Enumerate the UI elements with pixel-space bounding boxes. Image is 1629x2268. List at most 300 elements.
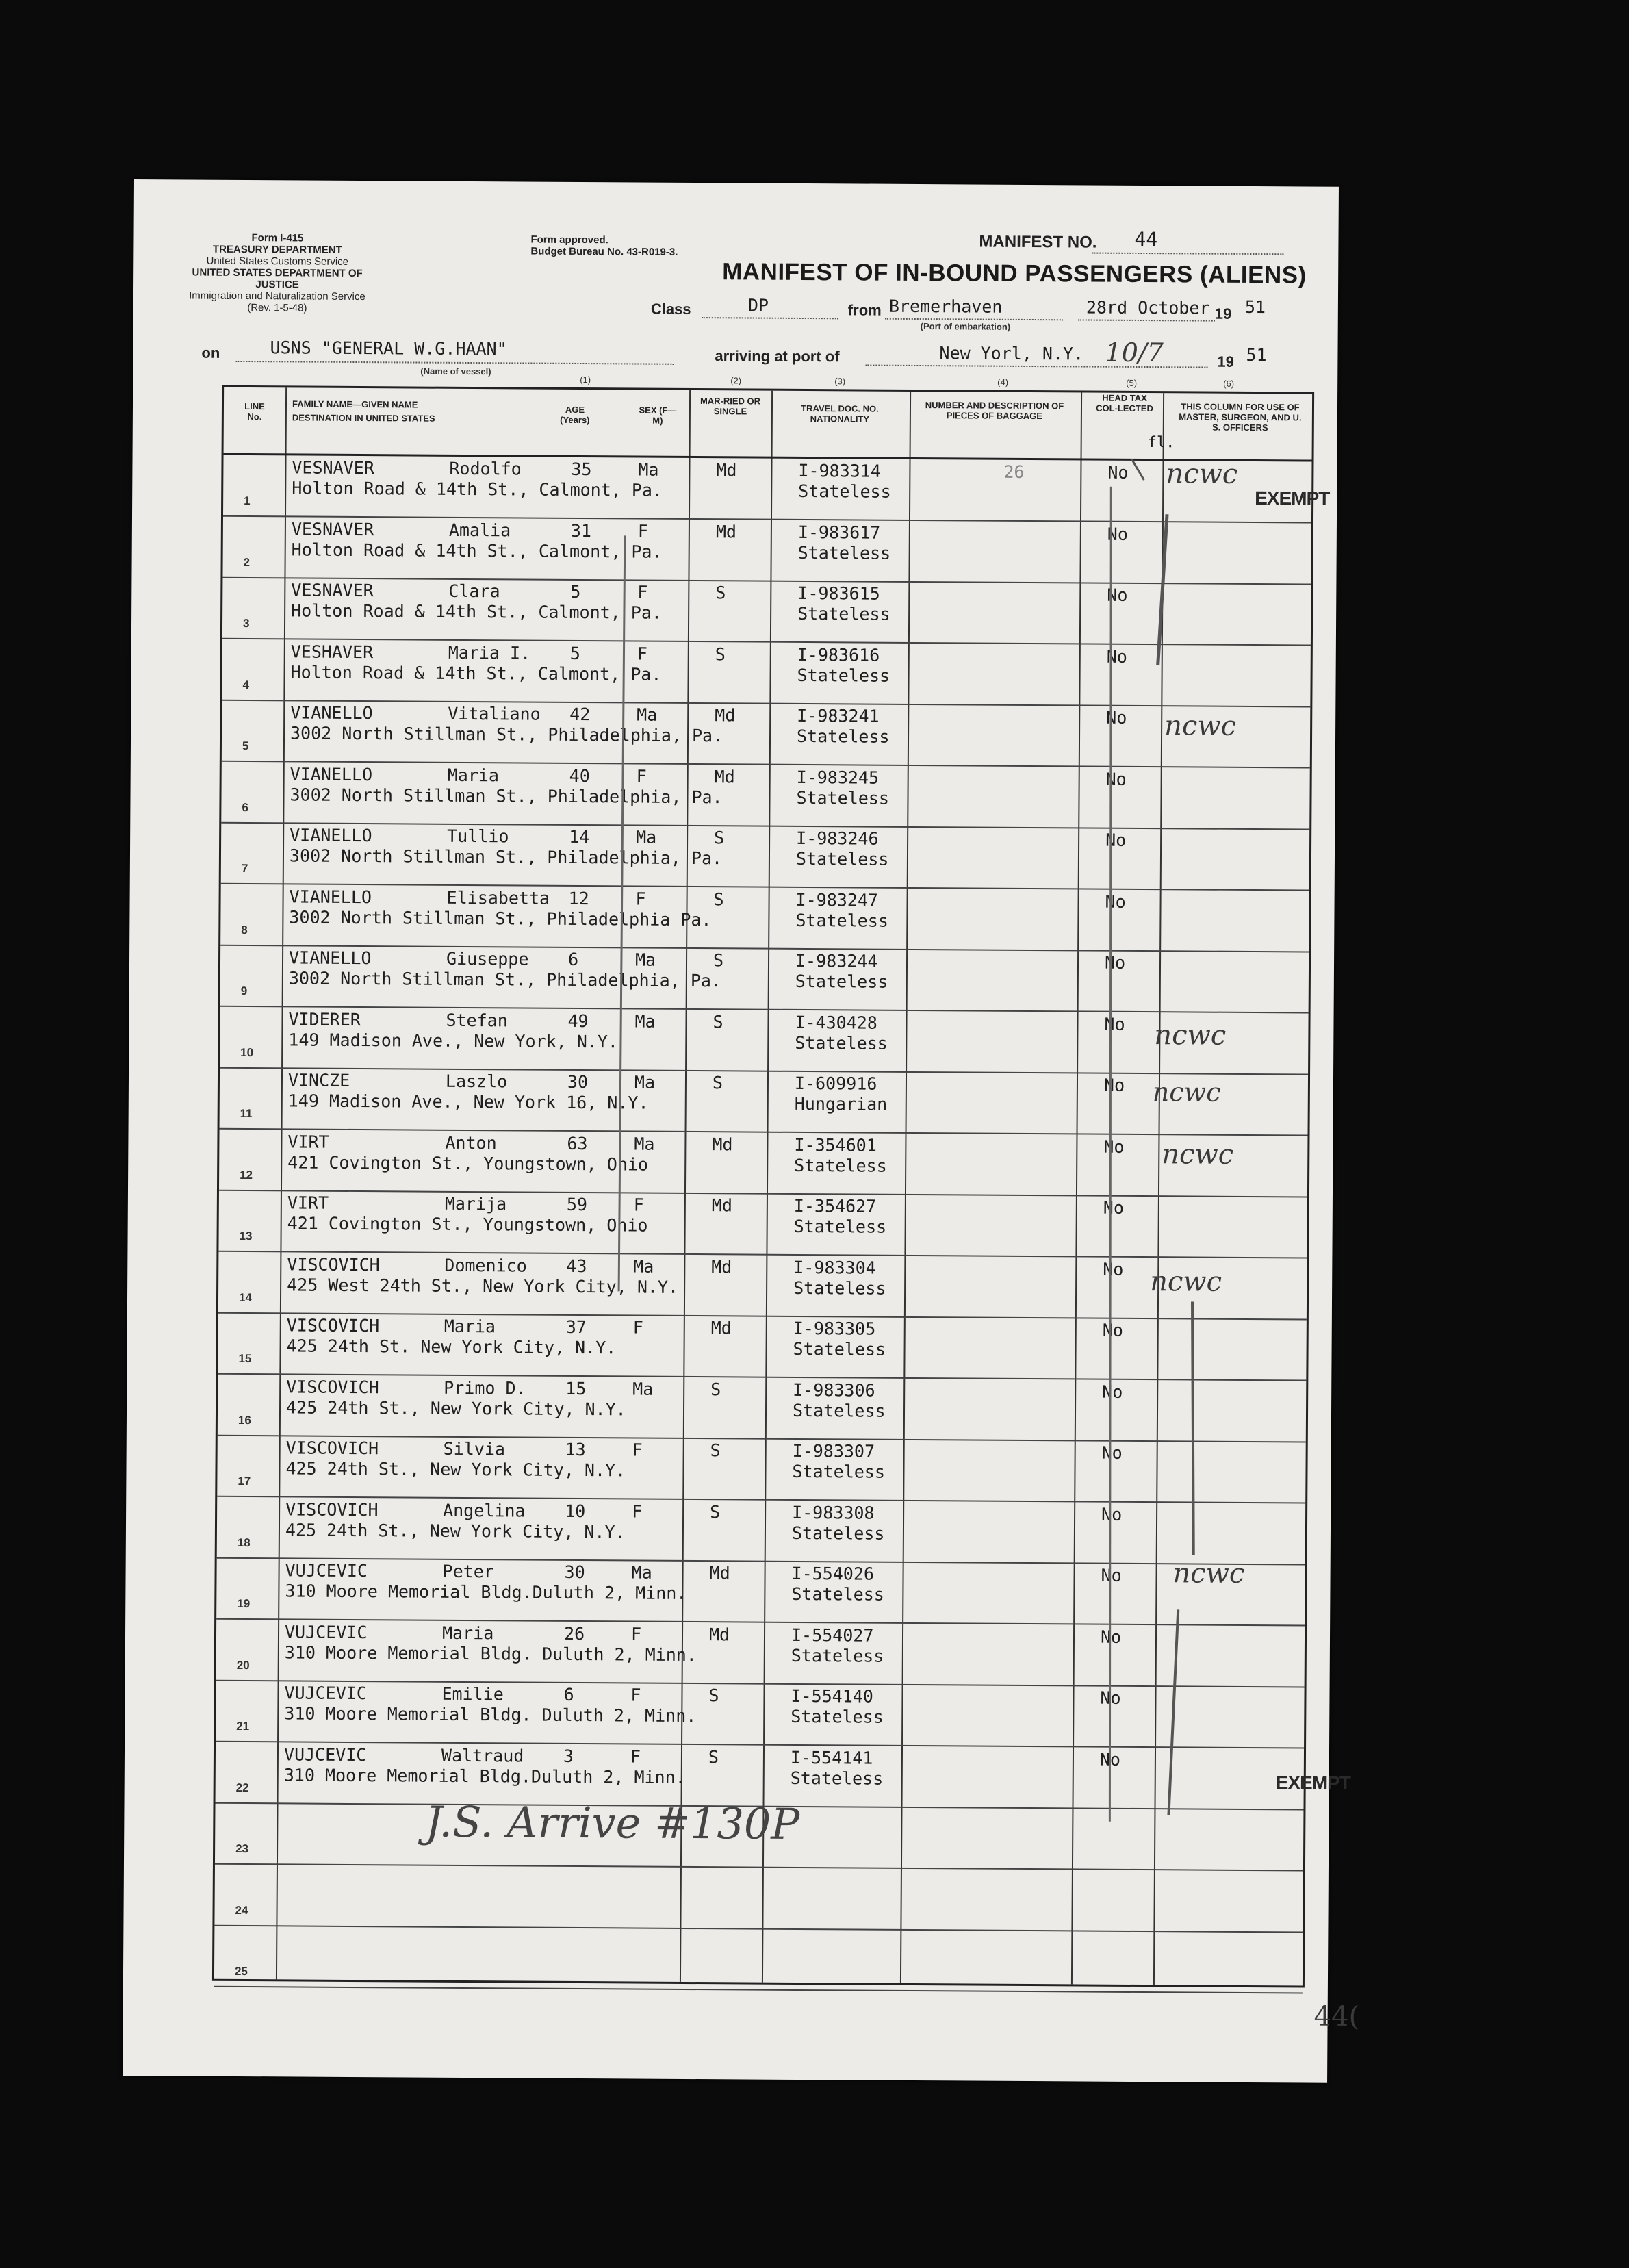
nationality: Hungarian bbox=[794, 1093, 888, 1114]
travel-doc-no: I-983241 bbox=[797, 705, 880, 726]
given-name: Clara bbox=[448, 581, 500, 602]
travel-doc-no: I-983307 bbox=[792, 1440, 875, 1462]
sex: Ma bbox=[637, 704, 658, 725]
table-row bbox=[216, 1618, 1305, 1687]
manifest-no-value: 44 bbox=[1134, 227, 1158, 251]
age: 12 bbox=[568, 888, 589, 908]
table-row bbox=[220, 1067, 1309, 1136]
travel-doc-no: I-983617 bbox=[797, 522, 881, 543]
given-name: Vitaliano bbox=[448, 703, 541, 724]
head-tax: No bbox=[1104, 1014, 1125, 1034]
form-revision: (Rev. 1-5-48) bbox=[247, 302, 307, 314]
line-number: 11 bbox=[240, 1106, 253, 1121]
sex: Ma bbox=[632, 1378, 654, 1399]
family-name: VIANELLO bbox=[289, 886, 372, 907]
family-name: VIRT bbox=[287, 1193, 329, 1213]
sex: F bbox=[632, 1317, 643, 1338]
ncwc-mark: ncwc bbox=[1150, 1266, 1222, 1298]
marital-status: S bbox=[713, 1011, 723, 1032]
nationality: Stateless bbox=[795, 910, 888, 931]
nationality: Stateless bbox=[797, 603, 890, 624]
marital-status: Md bbox=[715, 705, 736, 726]
family-name: VISCOVICH bbox=[286, 1315, 380, 1336]
sex: F bbox=[637, 644, 647, 664]
dept-justice: UNITED STATES DEPARTMENT OF JUSTICE bbox=[192, 266, 363, 291]
table-row bbox=[220, 883, 1309, 952]
ncwc-mark: ncwc bbox=[1164, 710, 1237, 742]
sex: F bbox=[636, 765, 647, 787]
vessel-name: USNS "GENERAL W.G.HAAN" bbox=[270, 337, 507, 359]
form-approval bbox=[530, 234, 678, 258]
head-tax: No bbox=[1101, 1442, 1123, 1463]
destination: 149 Madison Ave., New York 16, N.Y. bbox=[287, 1091, 649, 1113]
ncwc-mark: ncwc bbox=[1172, 1557, 1245, 1590]
line-number: 14 bbox=[238, 1290, 253, 1304]
page-number: 44( bbox=[1313, 2000, 1360, 2033]
given-name: Maria I. bbox=[448, 642, 531, 663]
head-tax: No bbox=[1103, 1136, 1125, 1157]
dept-treasury-sub: United States Customs Service bbox=[206, 255, 349, 268]
head-tax: No bbox=[1103, 1197, 1125, 1218]
nationality: Stateless bbox=[794, 1155, 887, 1176]
class-line bbox=[702, 317, 838, 319]
col-number-2: (2) bbox=[730, 375, 742, 386]
destination: 3002 North Stillman St., Philadelphia Pa. bbox=[289, 906, 712, 930]
given-name: Anton bbox=[445, 1132, 497, 1153]
given-name: Maria bbox=[444, 1316, 496, 1337]
age: 6 bbox=[567, 949, 579, 969]
sex: Ma bbox=[631, 1562, 652, 1583]
date-line bbox=[1078, 319, 1215, 321]
family-name: VISCOVICH bbox=[285, 1438, 379, 1459]
table-row bbox=[217, 1496, 1306, 1565]
travel-doc-no: I-609916 bbox=[794, 1073, 877, 1094]
head-tax: No bbox=[1106, 707, 1127, 728]
table-row bbox=[220, 945, 1309, 1014]
head-tax: No bbox=[1100, 1687, 1121, 1708]
family-name: VISCOVICH bbox=[287, 1253, 380, 1275]
given-name: Stefan bbox=[446, 1010, 508, 1030]
head-tax: No bbox=[1106, 646, 1127, 667]
destination: 310 Moore Memorial Bldg.Duluth 2, Minn. bbox=[283, 1764, 686, 1787]
destination: Holton Road & 14th St., Calmont, Pa. bbox=[290, 661, 662, 685]
marital-status: S bbox=[708, 1746, 719, 1767]
family-name: VISCOVICH bbox=[286, 1376, 379, 1397]
given-name: Laszlo bbox=[445, 1071, 508, 1092]
nationality: Stateless bbox=[797, 665, 890, 686]
handwritten-total: J.S. Arrive #130P bbox=[425, 1796, 800, 1849]
given-name: Silvia bbox=[443, 1438, 506, 1460]
sex: Ma bbox=[638, 459, 659, 480]
line-number: 7 bbox=[241, 861, 248, 876]
destination: 3002 North Stillman St., Philadelphia, Pa. bbox=[289, 845, 723, 869]
family-name: VISCOVICH bbox=[285, 1499, 379, 1520]
line-number: 6 bbox=[242, 800, 248, 814]
marital-status: S bbox=[710, 1440, 721, 1461]
age: 35 bbox=[571, 459, 592, 480]
marital-status: S bbox=[712, 1073, 723, 1093]
header-married: MAR-RIED OR SINGLE bbox=[700, 396, 761, 417]
col-number-3: (3) bbox=[834, 376, 846, 387]
head-tax: No bbox=[1105, 830, 1127, 850]
nationality: Stateless bbox=[791, 1645, 884, 1666]
head-tax: No bbox=[1107, 524, 1129, 544]
table-row bbox=[218, 1251, 1307, 1320]
given-name: Marija bbox=[444, 1193, 507, 1214]
manifest-title: MANIFEST OF IN-BOUND PASSENGERS (ALIENS) bbox=[722, 258, 1307, 289]
destination: 3002 North Stillman St., Philadelphia, Pa. bbox=[290, 784, 723, 807]
sex: Ma bbox=[634, 1010, 656, 1032]
travel-doc-no: I-354627 bbox=[793, 1195, 877, 1216]
given-name: Maria bbox=[441, 1622, 494, 1643]
passenger-table bbox=[212, 374, 1314, 1988]
destination: 3002 North Stillman St., Philadelphia, Pa. bbox=[290, 723, 723, 746]
nationality: Stateless bbox=[792, 1400, 886, 1421]
sex: Ma bbox=[634, 1072, 656, 1093]
destination: 425 24th St., New York City, N.Y. bbox=[285, 1519, 626, 1542]
nationality: Stateless bbox=[793, 1338, 886, 1360]
header-destination: DESTINATION IN UNITED STATES bbox=[292, 412, 435, 424]
age: 49 bbox=[567, 1010, 589, 1031]
destination: 310 Moore Memorial Bldg. Duluth 2, Minn. bbox=[284, 1703, 697, 1727]
given-name: Amalia bbox=[448, 520, 511, 540]
marital-status: S bbox=[710, 1379, 721, 1399]
sex: F bbox=[630, 1685, 641, 1705]
travel-doc-no: I-554140 bbox=[791, 1685, 873, 1707]
col-number-4: (4) bbox=[997, 377, 1009, 387]
head-tax: No bbox=[1102, 1381, 1123, 1402]
vessel-label: (Name of vessel) bbox=[420, 366, 491, 377]
travel-doc-no: I-983616 bbox=[797, 644, 880, 665]
family-name: VIRT bbox=[287, 1131, 329, 1152]
budget-bureau: Budget Bureau No. 43-R019-3. bbox=[530, 245, 678, 258]
marital-status: S bbox=[710, 1501, 721, 1522]
given-name: Waltraud bbox=[441, 1745, 524, 1766]
form-approved: Form approved. bbox=[530, 233, 608, 246]
line-number: 20 bbox=[236, 1658, 250, 1672]
age: 15 bbox=[565, 1378, 587, 1399]
col-number-1: (1) bbox=[580, 374, 591, 385]
line-number: 10 bbox=[240, 1045, 254, 1059]
line-number: 8 bbox=[241, 923, 248, 936]
ncwc-mark: ncwc bbox=[1162, 1138, 1234, 1171]
officers-note: fl. bbox=[1147, 434, 1175, 452]
line-number: 22 bbox=[235, 1781, 249, 1794]
header-travel-doc: TRAVEL DOC. NO. NATIONALITY bbox=[801, 403, 879, 424]
sex: Ma bbox=[633, 1256, 654, 1277]
sex: Ma bbox=[634, 950, 656, 970]
destination: 421 Covington St., Youngstown, Ohio bbox=[287, 1213, 648, 1236]
age: 40 bbox=[569, 765, 590, 786]
marital-status: S bbox=[715, 644, 726, 664]
manifest-no-line bbox=[1092, 253, 1283, 255]
destination: 149 Madison Ave., New York, N.Y. bbox=[288, 1029, 619, 1052]
given-name: Emilie bbox=[441, 1683, 504, 1705]
age: 30 bbox=[567, 1071, 589, 1093]
age: 5 bbox=[569, 643, 580, 663]
head-tax: No bbox=[1102, 1320, 1123, 1340]
family-name: VINCZE bbox=[287, 1070, 350, 1091]
travel-doc-no: I-983245 bbox=[796, 767, 880, 788]
head-tax: No bbox=[1100, 1627, 1122, 1647]
head-tax: No bbox=[1099, 1749, 1121, 1770]
family-name: VIANELLO bbox=[290, 763, 373, 785]
marital-status: Md bbox=[716, 460, 737, 481]
marital-status: Md bbox=[714, 766, 735, 787]
age: 42 bbox=[569, 704, 591, 725]
travel-doc-no: I-983305 bbox=[793, 1318, 876, 1339]
nationality: Stateless bbox=[797, 542, 891, 563]
travel-doc-no: I-983314 bbox=[798, 460, 881, 481]
handwritten-date-mark: 10/7 bbox=[1105, 337, 1164, 368]
marital-status: Md bbox=[711, 1256, 732, 1277]
year-value: 51 bbox=[1244, 296, 1266, 318]
nationality: Stateless bbox=[793, 1216, 887, 1237]
age: 10 bbox=[565, 1501, 586, 1521]
nationality: Stateless bbox=[795, 848, 889, 869]
line-number: 1 bbox=[244, 494, 251, 508]
sex: Ma bbox=[634, 1133, 655, 1154]
line-number: 4 bbox=[242, 678, 250, 691]
head-tax: No bbox=[1105, 769, 1127, 789]
destination: Holton Road & 14th St., Calmont, Pa. bbox=[292, 478, 663, 500]
vessel-line bbox=[235, 361, 674, 365]
family-name: VIANELLO bbox=[290, 825, 372, 846]
sex: F bbox=[632, 1501, 643, 1522]
line-number: 3 bbox=[242, 616, 250, 630]
destination: 3002 North Stillman St., Philadelphia, Pa. bbox=[288, 968, 722, 991]
table-row bbox=[219, 1128, 1308, 1197]
given-name: Tullio bbox=[447, 826, 509, 847]
nationality: Stateless bbox=[795, 971, 888, 992]
arrival-port: New Yorl, N.Y. bbox=[939, 343, 1084, 364]
travel-doc-no: I-554027 bbox=[791, 1624, 874, 1646]
travel-doc-no: I-983304 bbox=[793, 1257, 876, 1278]
line-number: 5 bbox=[242, 739, 249, 753]
ncwc-mark: ncwc bbox=[1154, 1019, 1227, 1052]
table-row bbox=[214, 1925, 1303, 1994]
nationality: Stateless bbox=[791, 1583, 884, 1605]
table-row bbox=[223, 455, 1312, 524]
line-number: 25 bbox=[234, 1964, 248, 1978]
destination: 310 Moore Memorial Bldg.Duluth 2, Minn. bbox=[285, 1581, 687, 1603]
family-name: VUJCEVIC bbox=[283, 1744, 367, 1765]
destination: Holton Road & 14th St., Calmont, Pa. bbox=[291, 600, 663, 623]
marital-status: S bbox=[713, 950, 724, 971]
family-name: VESNAVER bbox=[291, 580, 374, 601]
date-value: 28rd October bbox=[1086, 297, 1210, 318]
class-label: Class bbox=[650, 300, 691, 318]
sex: F bbox=[637, 521, 649, 541]
manifest-sheet bbox=[123, 179, 1360, 2083]
table-row bbox=[222, 515, 1311, 585]
sex: F bbox=[632, 1440, 643, 1460]
head-tax: No bbox=[1104, 952, 1126, 973]
arrival-year: 51 bbox=[1246, 344, 1267, 366]
age: 43 bbox=[566, 1256, 587, 1276]
sex: F bbox=[635, 888, 646, 909]
age: 5 bbox=[570, 581, 581, 602]
sex: F bbox=[633, 1195, 645, 1215]
marital-status: Md bbox=[710, 1318, 732, 1338]
given-name: Primo D. bbox=[444, 1377, 526, 1399]
from-value: Bremerhaven bbox=[888, 296, 1003, 317]
line-number: 16 bbox=[238, 1413, 251, 1427]
table-row bbox=[214, 1863, 1303, 1933]
line-number: 21 bbox=[236, 1719, 250, 1733]
marital-status: S bbox=[713, 889, 724, 909]
line-number: 17 bbox=[238, 1474, 251, 1488]
table-row bbox=[221, 822, 1310, 891]
line-number: 15 bbox=[238, 1351, 252, 1366]
form-header-left bbox=[181, 231, 374, 314]
nationality: Stateless bbox=[791, 1522, 885, 1544]
destination: Holton Road & 14th St., Calmont, Pa. bbox=[291, 539, 663, 562]
line-number: 23 bbox=[235, 1842, 249, 1856]
line-number: 12 bbox=[240, 1168, 253, 1182]
header-baggage: NUMBER AND DESCRIPTION OF PIECES OF BAGGAGE bbox=[925, 400, 1064, 422]
marital-status: Md bbox=[709, 1563, 730, 1583]
destination: 425 West 24th St., New York City, N.Y. bbox=[287, 1274, 679, 1297]
marital-status: S bbox=[715, 583, 726, 603]
marital-status: Md bbox=[708, 1624, 730, 1644]
line-number: 13 bbox=[239, 1229, 253, 1243]
destination: 310 Moore Memorial Bldg. Duluth 2, Minn. bbox=[284, 1642, 697, 1665]
family-name: VESNAVER bbox=[291, 518, 374, 539]
age: 14 bbox=[569, 826, 590, 848]
age: 59 bbox=[566, 1194, 588, 1215]
given-name: Angelina bbox=[443, 1500, 526, 1521]
head-tax: No bbox=[1101, 1565, 1122, 1585]
line-number: 9 bbox=[240, 984, 248, 998]
given-name: Elisabetta bbox=[446, 887, 550, 908]
age: 37 bbox=[565, 1316, 587, 1338]
nationality: Stateless bbox=[791, 1706, 884, 1727]
header-name: FAMILY NAME—GIVEN NAME bbox=[292, 398, 418, 410]
travel-doc-no: I-554026 bbox=[791, 1563, 875, 1584]
head-tax: No bbox=[1105, 891, 1126, 912]
ncwc-mark: ncwc bbox=[1152, 1077, 1221, 1108]
travel-doc-no: I-354601 bbox=[794, 1134, 877, 1156]
table-row bbox=[217, 1435, 1306, 1504]
age: 31 bbox=[570, 520, 592, 541]
travel-doc-no: I-983615 bbox=[797, 583, 880, 604]
from-label: from bbox=[847, 301, 882, 319]
sex: F bbox=[637, 582, 648, 602]
head-tax: No bbox=[1103, 1075, 1125, 1095]
nationality: Stateless bbox=[792, 1461, 886, 1482]
col-number-5: (5) bbox=[1126, 377, 1138, 388]
table-row bbox=[222, 638, 1311, 707]
age: 63 bbox=[567, 1133, 588, 1154]
class-value: DP bbox=[747, 295, 769, 316]
family-name: VUJCEVIC bbox=[284, 1683, 368, 1704]
table-row bbox=[222, 577, 1311, 646]
table-row bbox=[216, 1557, 1305, 1627]
form-id: Form I-415 bbox=[251, 232, 304, 244]
header-head-tax: HEAD TAX COL-LECTED bbox=[1096, 392, 1153, 414]
nationality: Stateless bbox=[796, 726, 890, 747]
age: 13 bbox=[565, 1439, 586, 1460]
ncwc-mark: ncwc bbox=[1166, 458, 1238, 490]
family-name: VESNAVER bbox=[292, 457, 374, 479]
travel-doc-no: I-554141 bbox=[790, 1747, 873, 1768]
travel-doc-no: I-983306 bbox=[793, 1379, 875, 1401]
head-tax: No bbox=[1107, 585, 1128, 605]
arrival-year-prefix: 19 bbox=[1217, 353, 1234, 370]
table-row bbox=[216, 1680, 1305, 1749]
travel-doc-no: I-983308 bbox=[792, 1502, 875, 1523]
nationality: Stateless bbox=[795, 1032, 888, 1054]
family-name: VESHAVER bbox=[290, 641, 374, 662]
marital-status: Md bbox=[711, 1195, 733, 1216]
exempt-stamp-bottom: EXEMPT bbox=[1275, 1772, 1350, 1794]
given-name: Giuseppe bbox=[446, 948, 529, 969]
port-embarkation-label: (Port of embarkation) bbox=[920, 321, 1011, 332]
family-name: VUJCEVIC bbox=[285, 1560, 368, 1581]
marital-status: Md bbox=[715, 521, 737, 541]
nationality: Stateless bbox=[796, 787, 890, 808]
age: 3 bbox=[563, 1746, 574, 1766]
exempt-stamp-top: EXEMPT bbox=[1255, 487, 1330, 509]
given-name: Maria bbox=[447, 765, 500, 785]
travel-doc-no: I-983246 bbox=[796, 828, 879, 849]
given-name: Domenico bbox=[444, 1255, 527, 1276]
age: 26 bbox=[563, 1623, 585, 1644]
baggage: 26 bbox=[1003, 461, 1025, 482]
travel-doc-no: I-983247 bbox=[795, 889, 879, 910]
line-number: 2 bbox=[243, 555, 251, 569]
year-prefix: 19 bbox=[1214, 305, 1232, 322]
manifest-no-label: MANIFEST NO. bbox=[979, 232, 1097, 252]
on-label: on bbox=[201, 344, 220, 361]
table-row bbox=[218, 1373, 1307, 1442]
table-row bbox=[220, 1006, 1309, 1075]
dept-treasury: TREASURY DEPARTMENT bbox=[212, 243, 342, 256]
age: 6 bbox=[563, 1684, 574, 1705]
age: 30 bbox=[564, 1562, 585, 1583]
line-number: 19 bbox=[237, 1596, 251, 1611]
header-line-no: LINE No. bbox=[244, 400, 265, 422]
from-line bbox=[885, 318, 1063, 321]
header-age: AGE (Years) bbox=[560, 404, 590, 426]
head-tax: No bbox=[1107, 462, 1129, 483]
destination: 425 24th St., New York City, N.Y. bbox=[285, 1397, 626, 1419]
travel-doc-no: I-430428 bbox=[795, 1012, 878, 1033]
col-number-6: (6) bbox=[1223, 378, 1235, 389]
travel-doc-no: I-983244 bbox=[795, 950, 878, 971]
header-officers: THIS COLUMN FOR USE OF MASTER, SURGEON, AND U. S. OFFICERS bbox=[1179, 401, 1302, 433]
sex: F bbox=[630, 1746, 641, 1767]
given-name: Rodolfo bbox=[449, 458, 522, 479]
table-row bbox=[218, 1312, 1307, 1381]
dept-justice-sub: Immigration and Naturalization Service bbox=[189, 290, 365, 303]
head-tax: No bbox=[1101, 1504, 1123, 1525]
nationality: Stateless bbox=[793, 1277, 886, 1299]
line-number: 18 bbox=[237, 1536, 251, 1549]
marital-status: S bbox=[714, 828, 725, 848]
marital-status: S bbox=[708, 1685, 719, 1706]
family-name: VIANELLO bbox=[290, 702, 373, 724]
nationality: Stateless bbox=[790, 1768, 884, 1789]
family-name: VIANELLO bbox=[288, 947, 372, 969]
header-sex: SEX (F—M) bbox=[639, 405, 677, 426]
table-row bbox=[222, 700, 1311, 769]
destination: 425 24th St., New York City, N.Y. bbox=[285, 1458, 626, 1481]
destination: 421 Covington St., Youngstown, Ohio bbox=[287, 1151, 649, 1175]
destination: 425 24th St. New York City, N.Y. bbox=[286, 1336, 617, 1358]
sex: Ma bbox=[636, 827, 657, 848]
